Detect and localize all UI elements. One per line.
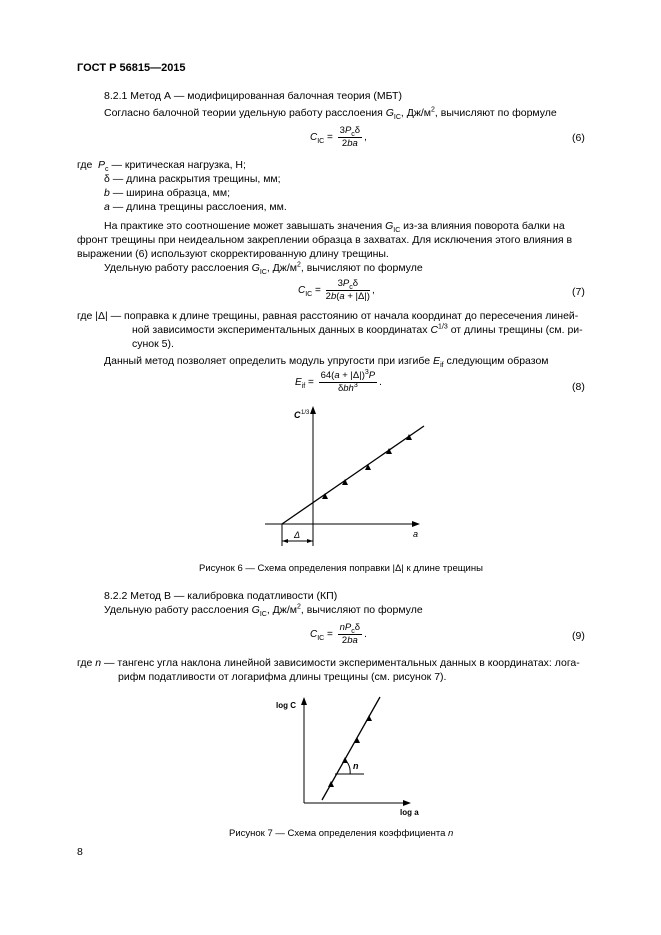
where-label: где [77, 159, 93, 171]
section-heading-821: 8.2.1 Метод А — модифицированная балочная теория (МБТ) [104, 90, 402, 102]
equation-9: $C_{IC}$ = $\frac{nP_c\delta}{2ba}$ . [310, 622, 367, 646]
figure-6-fit-line [282, 426, 424, 524]
equation-6: $C_{IC}$ = $\frac{3P_c\delta}{2ba}$ , [310, 125, 367, 149]
figure-7-data-point [354, 737, 360, 743]
figure-7-x-label: log a [400, 808, 419, 817]
figure-7-x-arrow [403, 800, 411, 806]
figure-6-y-exponent: 1/3 [301, 410, 310, 416]
intro-821: Согласно балочной теории удельную работу расслоения $G_{IC}$, $Дж/м^2$, вычисляют по формуле [104, 106, 557, 122]
intro-822: Удельную работу расслоения $G_{IC}$, $Дж/м^2$, вычисляют по формуле [104, 603, 423, 619]
figure-7-data-point [328, 781, 334, 787]
figure-6-y-arrow [310, 406, 316, 414]
figure-7-caption: Рисунок 7 — Схема определения коэффициента n [229, 828, 454, 839]
figure-7-diagram [272, 693, 422, 823]
n-def-line-2: рифм податливости от логарифма длины трещины (см. рисунок 7). [118, 671, 447, 683]
figure-6-data-point [365, 464, 371, 470]
equation-8-number: (8) [572, 381, 585, 393]
where-delta: δ — длина раскрытия трещины, мм; [104, 173, 281, 185]
section-heading-822: 8.2.2 Метод В — калибровка податливости (КП) [104, 590, 338, 602]
equation-8: $E_{if}$ = $\frac{64(a + |\Delta|)^3P}{\delta bh^3}$ . [295, 368, 382, 394]
figure-6-x-arrow [412, 521, 420, 527]
figure-6-y-label: C [294, 410, 301, 420]
figure-7-y-label: log C [276, 701, 296, 710]
figure-7-n-label: n [353, 761, 359, 771]
document-header: ГОСТ Р 56815—2015 [77, 62, 186, 74]
figure-6-caption: Рисунок 6 — Схема определения поправки |Δ| к длине трещины [199, 563, 483, 574]
modulus-intro: Данный метод позволяет определить модуль упругости при изгибе $E_{if}$ следующим образом [104, 355, 549, 370]
figure-6-delta-arrow-right [307, 539, 313, 543]
figure-6-x-label: a [413, 529, 419, 539]
figure-7-y-arrow [301, 697, 307, 705]
figure-7-data-point [366, 715, 372, 721]
practice-line-1: На практике это соотношение может завышать значения $G_{IC}$ из-за влияния поворота балки на [104, 220, 565, 235]
n-def-line-1: где n — тангенс угла наклона линейной зависимости экспериментальных данных в координатах: лога- [77, 657, 580, 669]
practice-line-2: фронт трещины при неидеальном закреплении образца в захватах. Для исключения этого влияния в [77, 234, 573, 246]
equation-7: $C_{IC}$ = $\frac{3P_c\delta}{2b(a + |\Delta|)}$ , [298, 278, 375, 302]
equation-7-number: (7) [572, 286, 585, 298]
delta-def-line-1: где |Δ| — поправка к длине трещины, равная расстоянию от начала координат до пересечения линей- [77, 310, 579, 322]
equation-9-number: (9) [572, 630, 585, 642]
where-b: b — ширина образца, мм; [104, 187, 231, 199]
delta-def-line-2: ной зависимости экспериментальных данных в координатах $C^{1/3}$ от длины трещины (см. ри- [132, 323, 583, 336]
corr-intro: Удельную работу расслоения $G_{IC}$, $Дж/м^2$, вычисляют по формуле [104, 261, 423, 277]
where-a: a — длина трещины расслоения, мм. [104, 201, 287, 213]
where-pc: $P_c$ — критическая нагрузка, Н; [98, 159, 246, 174]
figure-6-diagram [260, 404, 430, 554]
figure-6-delta-arrow-left [282, 539, 288, 543]
practice-line-3: выражении (6) используют скорректированную длину трещины. [77, 248, 389, 260]
figure-6-delta-label: Δ [294, 530, 301, 540]
page-number: 8 [77, 846, 83, 858]
delta-def-line-3: сунок 5). [132, 338, 174, 350]
equation-6-number: (6) [572, 132, 585, 144]
